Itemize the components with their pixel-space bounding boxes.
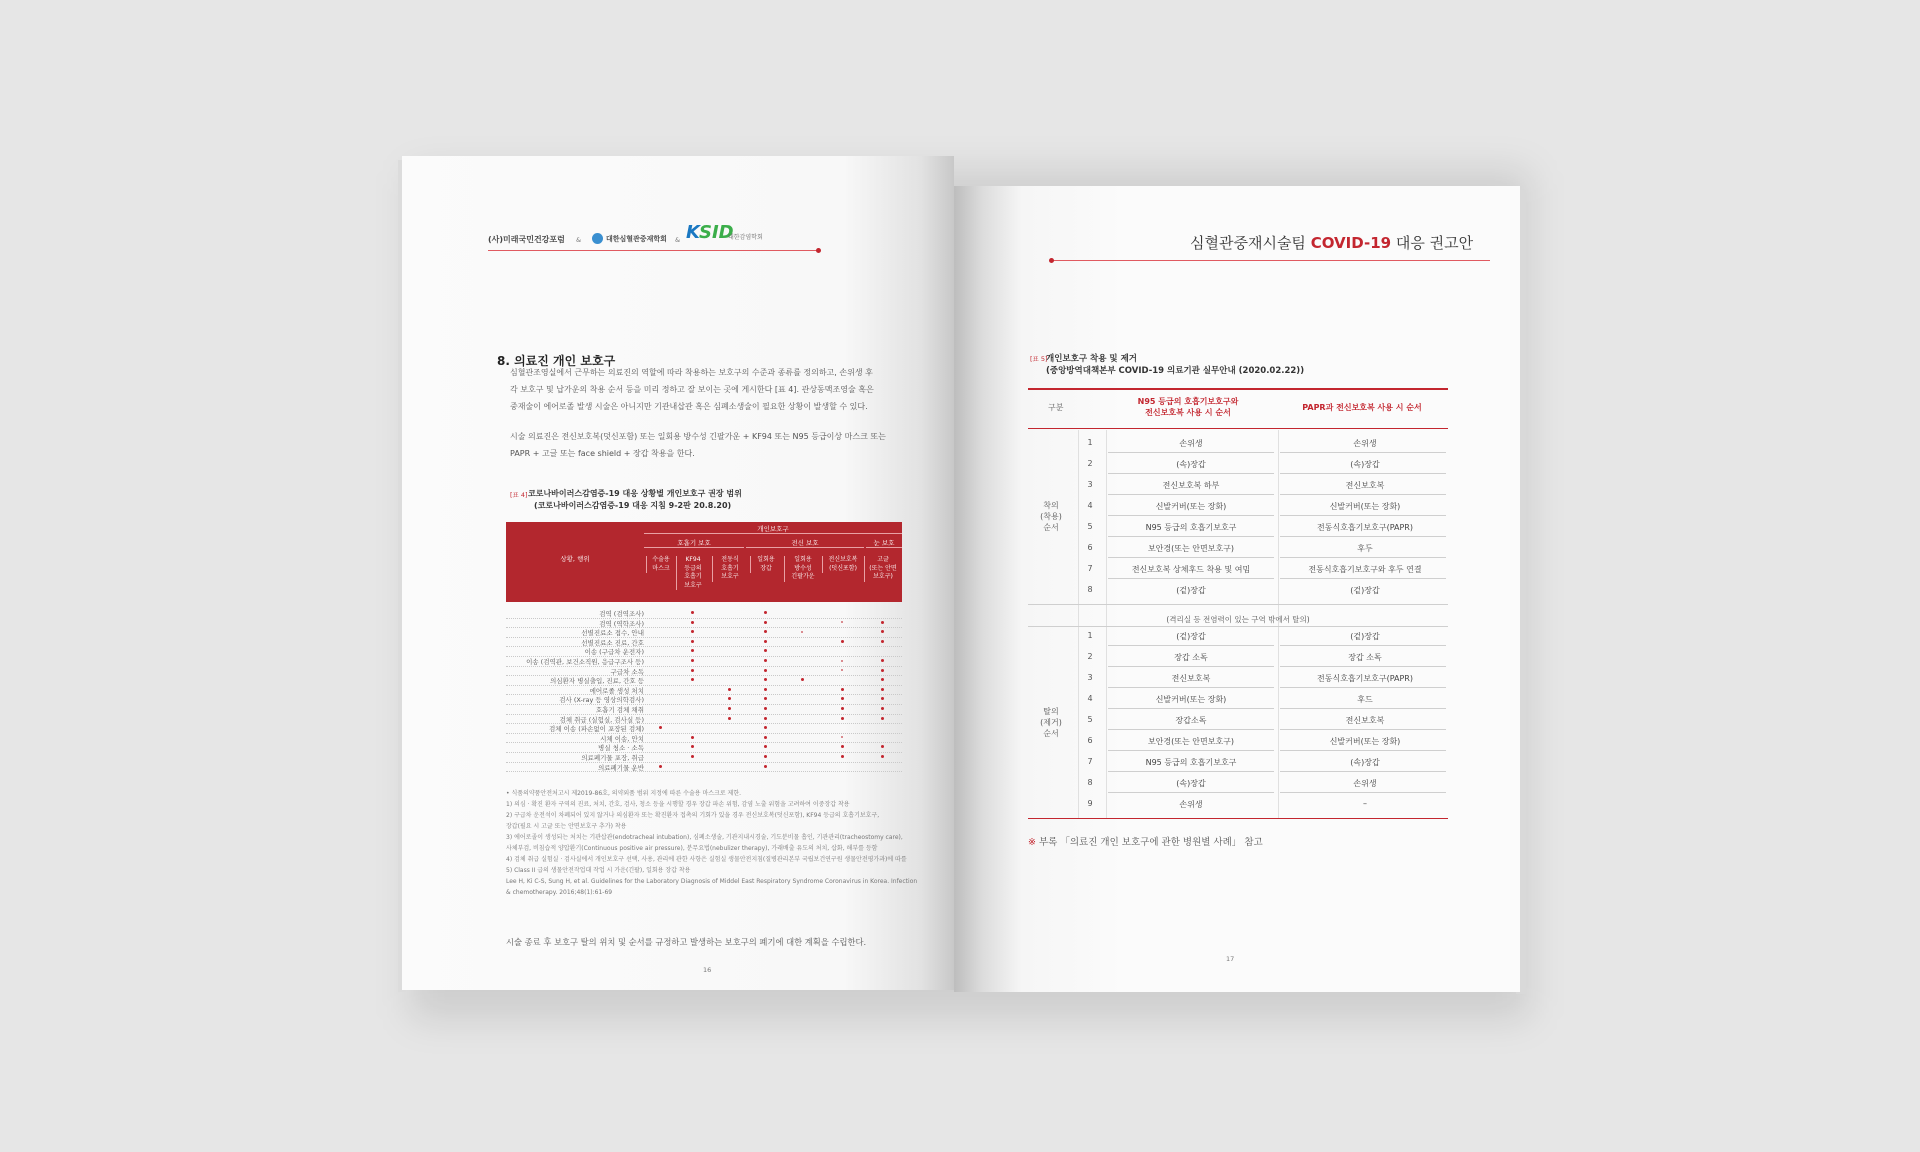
table5-row-divider <box>1108 473 1274 474</box>
table5-n95-step: N95 등급의 호흡기보호구 <box>1145 523 1237 532</box>
table5-row-divider <box>1280 750 1446 751</box>
table5-papr-step: 신발커버(또는 장화) <box>1329 737 1401 746</box>
ksid-logo-sid: SID <box>699 222 734 243</box>
table5-n95-step: 신발커버(또는 장화) <box>1155 695 1227 704</box>
ppe-dot-marker <box>841 669 843 671</box>
table5-row-divider <box>1108 515 1274 516</box>
table4-row-label: 검역 (역학조사) <box>599 619 644 628</box>
table4-row-label: 시체 이송, 안치 <box>600 734 644 743</box>
ampersand-1: & <box>576 236 582 244</box>
ksid-logo-k: K <box>686 222 700 243</box>
header-rule-left <box>488 250 818 251</box>
table5-step-number: 4 <box>1087 501 1093 510</box>
para1-line-1: 심혈관조영실에서 근무하는 의료진의 역할에 따라 착용하는 보호구의 수준과 종류를 정의하고, 손위생 후 <box>510 368 873 377</box>
header-rule-dot <box>816 248 821 253</box>
table4-head-situation: 상황, 행위 <box>506 554 644 563</box>
table5-n95-step: (겉)장갑 <box>1176 586 1206 595</box>
ppe-dot-marker <box>764 688 767 691</box>
table5-subtitle: (중앙방역대책본부 COVID-19 의료기관 실무안내 (2020.02.22)) <box>1046 366 1305 376</box>
table5-row-divider <box>1108 557 1274 558</box>
table5-papr-step: 신발커버(또는 장화) <box>1329 502 1401 511</box>
table5-row-divider <box>1280 708 1446 709</box>
ppe-dot-marker <box>841 697 844 700</box>
table4-row-label: 검역 (검역조사) <box>599 610 644 618</box>
table4-notes <box>506 788 917 898</box>
table5-step-number: 3 <box>1087 673 1093 682</box>
ppe-dot-marker <box>801 678 804 681</box>
table5-mid-rule-2 <box>1028 626 1448 627</box>
table5-step-number: 5 <box>1087 522 1093 531</box>
ppe-dot-marker <box>764 755 767 758</box>
table5-row-divider <box>1280 578 1446 579</box>
table5-n95-step: 장갑소독 <box>1175 716 1207 725</box>
right-title-post: 대응 권고안 <box>1391 234 1474 252</box>
ampersand-2: & <box>675 236 681 244</box>
ppe-dot-marker <box>841 736 843 738</box>
table4-row-label: 검체 취급 (실험실, 검사실 등) <box>559 715 644 724</box>
ppe-dot-marker <box>659 765 662 768</box>
ppe-dot-marker <box>841 755 844 758</box>
ppe-dot-marker <box>841 688 844 691</box>
table5-row-divider <box>1108 708 1274 709</box>
table4-col-header-2: KF94 등급의 호흡기 보호구 <box>676 556 709 590</box>
header-rule-right <box>1052 260 1490 261</box>
table5-head-rule <box>1028 428 1448 429</box>
table4-head-ppe: 개인보호구 <box>644 524 902 534</box>
ppe-dot-marker <box>764 669 767 672</box>
table5-n95-step: 손위생 <box>1179 439 1203 448</box>
table4-row-label: 에어로졸 생성 처치 <box>589 686 644 695</box>
ppe-dot-marker <box>841 660 843 662</box>
table5-n95-step: 전신보호복 상체후드 착용 및 여밈 <box>1131 565 1251 574</box>
table4-row-label: 의료폐기물 운반 <box>597 763 644 772</box>
table5-col-n95: N95 등급의 호흡기보호구와 전신보호복 사용 시 순서 <box>1137 397 1239 417</box>
page-number-right: 17 <box>1226 955 1235 963</box>
table4-note-line: 4) 검체 취급 실험실 · 검사실에서 개인보호구 선택, 사용, 관리에 관한 사항은 실험실 생물안전지침(질병관리본부 국립보건연구원 생물안전평가과)에 따를 <box>506 856 907 863</box>
table5-n95-step: 보안경(또는 안면보호구) <box>1147 544 1235 553</box>
table5-n95-step: 손위생 <box>1179 800 1203 809</box>
ppe-dot-marker <box>881 630 884 633</box>
table5-n95-step: 전신보호복 하부 <box>1162 481 1220 490</box>
ppe-dot-marker <box>764 640 767 643</box>
table4-tag: [표 4] <box>510 491 528 499</box>
footnote-mark: ※ <box>1028 837 1036 848</box>
table4-note-line: & chemotherapy. 2016;48(1):61-69 <box>506 889 613 896</box>
table5-row-divider <box>1108 578 1274 579</box>
table4-row-label: 이송 (검역관, 보건소직원, 응급구조사 등) <box>526 658 644 666</box>
table5-row-divider <box>1108 452 1274 453</box>
table4-col-header-1: 수술용 마스크 <box>646 556 675 573</box>
table5-tag: [표 5] <box>1030 355 1048 363</box>
table4-col-header-7: 고글 (또는 안면 보호구) <box>864 556 901 582</box>
table5-papr-step: 전동식호흡기보호구(PAPR) <box>1317 674 1413 683</box>
ppe-dot-marker <box>764 659 767 662</box>
table4-row-label: 병실 청소 · 소독 <box>598 744 644 753</box>
ppe-dot-marker <box>691 678 694 681</box>
table4-row-label: 의료폐기물 포장, 취급 <box>581 754 644 762</box>
ppe-dot-marker <box>764 726 767 729</box>
table5-row-divider <box>1280 473 1446 474</box>
table5-row-divider <box>1108 729 1274 730</box>
table4-row-label: 구급차 소독 <box>610 667 644 676</box>
table5-papr-step: 전신보호복 <box>1345 716 1385 725</box>
table5-bottom-rule <box>1028 818 1448 819</box>
table4-group-eye: 눈 보호 <box>866 538 902 548</box>
table5-row-divider <box>1108 687 1274 688</box>
ppe-dot-marker <box>659 726 662 729</box>
table5-n95-step: (속)장갑 <box>1176 779 1206 788</box>
ppe-dot-marker <box>764 745 767 748</box>
table5-row-divider <box>1108 771 1274 772</box>
table5-col-papr: PAPR과 전신보호복 사용 시 순서 <box>1302 403 1422 412</box>
ppe-dot-marker <box>841 640 844 643</box>
table5-step-number: 4 <box>1087 694 1093 703</box>
table5-papr-step: 손위생 <box>1353 779 1377 788</box>
ppe-dot-marker <box>691 611 694 614</box>
paragraph-2 <box>510 428 886 462</box>
table4-row-label: 선별진료소 접수, 안내 <box>581 629 644 638</box>
table4-group-resp: 호흡기 보호 <box>644 538 744 548</box>
table5-papr-step: – <box>1363 799 1367 808</box>
table5-top-rule <box>1028 388 1448 390</box>
ppe-dot-marker <box>841 717 844 720</box>
table5-row-divider <box>1108 645 1274 646</box>
ppe-dot-marker <box>841 621 843 623</box>
table5-step-number: 1 <box>1087 438 1093 447</box>
logo-future-health-forum: (사)미래국민건강포럼 <box>488 235 565 244</box>
table5-papr-step: (속)장갑 <box>1350 758 1380 767</box>
right-title-covid: COVID-19 <box>1310 234 1392 252</box>
ppe-dot-marker <box>764 717 767 720</box>
table4-note-line: 5) Class II 급의 생물안전작업대 작업 시 가운(긴팔), 일회용 장갑 착용 <box>506 867 691 874</box>
ppe-dot-marker <box>841 745 844 748</box>
ppe-dot-marker <box>691 640 694 643</box>
table5-step-number: 7 <box>1087 757 1093 766</box>
table5-n95-step: (속)장갑 <box>1176 460 1206 469</box>
table5-don-label: 착의 (착용) 순서 <box>1040 501 1062 532</box>
table5-step-number: 2 <box>1087 459 1093 468</box>
section-title: 8. 의료진 개인 보호구 <box>497 354 616 368</box>
table5-doff-label: 탈의 (제거) 순서 <box>1040 707 1062 738</box>
ppe-dot-marker <box>764 678 767 681</box>
table5-row-divider <box>1280 771 1446 772</box>
table5-n95-step: 장갑 소독 <box>1174 653 1208 662</box>
table4-note-line: 사체부검, 비침습적 양압환기(Continuous positive air pressure), 분무요법(nebulizer therapy), 가래배출 유도의 처치, 삽화, 해부를 등함 <box>506 845 878 852</box>
table5-row-divider <box>1280 515 1446 516</box>
table4-row-label: 의심환자 병실출입, 진료, 간호 등 <box>549 677 644 686</box>
heart-icon <box>592 233 603 244</box>
table4-row-label: 검체 이송 (파손없이 포장된 검체) <box>549 725 644 734</box>
table4-row-label: 선별진료소 진료, 간호 <box>581 638 644 647</box>
table5-col-category: 구분 <box>1048 403 1064 412</box>
ppe-dot-marker <box>728 707 731 710</box>
ppe-dot-marker <box>764 611 767 614</box>
table5-papr-step: 전동식호흡기보호구(PAPR) <box>1317 523 1413 532</box>
table5-step-number: 6 <box>1087 543 1093 552</box>
para1-line-3: 중재술이 에어로졸 발생 시술은 아니지만 기관내삽관 혹은 심폐소생술이 필요한 상황이 발생할 수 있다. <box>510 402 868 411</box>
ppe-dot-marker <box>764 697 767 700</box>
ppe-dot-marker <box>691 621 694 624</box>
ppe-dot-marker <box>801 631 803 633</box>
header-rule-dot-right <box>1049 258 1054 263</box>
table5-n95-step: N95 등급의 호흡기보호구 <box>1145 758 1237 767</box>
ppe-dot-marker <box>764 765 767 768</box>
table5-papr-step: (속)장갑 <box>1350 460 1380 469</box>
table5-row-divider <box>1108 792 1274 793</box>
ppe-dot-marker <box>691 745 694 748</box>
table5-step-number: 9 <box>1087 799 1093 808</box>
table5-papr-step: (겉)장갑 <box>1350 586 1380 595</box>
table5-step-number: 5 <box>1087 715 1093 724</box>
table5-papr-step: 장갑 소독 <box>1348 653 1382 662</box>
table5-step-number: 1 <box>1087 631 1093 640</box>
table4-title: 코로나바이러스감염증-19 대응 상황별 개인보호구 권장 범위 <box>528 489 742 498</box>
ppe-dot-marker <box>691 659 694 662</box>
table4-row-label: 호흡기 검체 채취 <box>595 706 644 714</box>
ppe-dot-marker <box>764 736 767 739</box>
table5-title: 개인보호구 착용 및 제거 <box>1046 354 1137 364</box>
table5-mid-rule <box>1028 604 1448 605</box>
ppe-dot-marker <box>881 755 884 758</box>
ppe-dot-marker <box>881 707 884 710</box>
table4-note-line: Lee H, Ki C-S, Sung H, et al. Guidelines for the Laboratory Diagnosis of Middel East Respiratory Syndrome Coronavirus in Korea. Infection <box>506 878 918 885</box>
table5-step-number: 8 <box>1087 778 1093 787</box>
table5-row-divider <box>1280 494 1446 495</box>
table4-note-line: 3) 에어로졸이 생성되는 처치는 기관삽관(endotracheal intubation), 심폐소생술, 기관지내시경술, 기도분비물 흡인, 기관관리(tracheostomy care), <box>506 834 903 841</box>
right-header-title <box>1190 232 1473 253</box>
ppe-dot-marker <box>728 688 731 691</box>
ppe-dot-marker <box>881 678 884 681</box>
table5-n95-step: 신발커버(또는 장화) <box>1155 502 1227 511</box>
ppe-dot-marker <box>764 707 767 710</box>
table5-row-divider <box>1280 687 1446 688</box>
ppe-dot-marker <box>881 688 884 691</box>
table5-step-number: 3 <box>1087 480 1093 489</box>
table5-papr-step: 전동식호흡기보호구와 후두 연결 <box>1308 565 1422 574</box>
table5-row-divider <box>1108 666 1274 667</box>
ppe-dot-marker <box>841 707 844 710</box>
page-number-left: 16 <box>703 966 712 974</box>
table4-note-line: • 식품의약품안전처고시 제2019-86호, 의약외품 범위 지정에 따른 수술용 마스크로 제한. <box>506 790 742 797</box>
table5-row-divider <box>1280 536 1446 537</box>
table4-row-label: 검사 (X-ray 등 영상의학검사) <box>559 696 644 705</box>
logo-ksid-text: 대한감염학회 <box>728 234 763 241</box>
table5-step-number: 7 <box>1087 564 1093 573</box>
table5-n95-step: 보안경(또는 안면보호구) <box>1147 737 1235 746</box>
table5-row-divider <box>1108 494 1274 495</box>
table5-row-divider <box>1280 666 1446 667</box>
right-title-pre: 심혈관중재시술팀 <box>1190 234 1311 252</box>
ppe-dot-marker <box>691 630 694 633</box>
table4-note-line: 2) 구급차 운전석이 차폐되어 있지 않거나 의심환자 또는 확진환자 접촉의 기회가 있을 경우 전신보호복(덧신포함), KF94 등급의 호흡기보호구, <box>506 812 880 819</box>
table5-step-number: 2 <box>1087 652 1093 661</box>
para2-line-1: 시술 의료진은 전신보호복(덧신포함) 또는 일회용 방수성 긴팔가운 + KF94 또는 N95 등급이상 마스크 또는 <box>510 432 886 441</box>
table5-n95-step: 전신보호복 <box>1171 674 1211 683</box>
table5-row-divider <box>1108 750 1274 751</box>
table4-note-line: 1) 의심 · 확진 환자 구역의 진료, 처치, 간호, 검사, 청소 등을 시행할 경우 장갑 파손 위험, 감염 노출 위험을 고려하여 이중장갑 착용 <box>506 801 850 808</box>
table4-row-label: 이송 (구급차 운전자) <box>584 648 644 657</box>
ppe-dot-marker <box>691 736 694 739</box>
ppe-dot-marker <box>881 640 884 643</box>
para1-line-2: 각 보호구 및 납가운의 착용 순서 등을 미리 정하고 잘 보이는 곳에 게시한다 [표 4]. 관상동맥조영술 혹은 <box>510 385 874 394</box>
table5-papr-step: (겉)장갑 <box>1350 632 1380 641</box>
ppe-dot-marker <box>691 755 694 758</box>
table5-row-divider <box>1280 557 1446 558</box>
table4-subtitle: (코로나바이러스감염증-19 대응 지침 9-2판 20.8.20) <box>534 501 732 510</box>
table5-step-number: 6 <box>1087 736 1093 745</box>
paragraph-1 <box>510 364 874 415</box>
table5-row-divider <box>1280 792 1446 793</box>
table4-col-header-4: 일회용 장갑 <box>750 556 781 573</box>
ppe-dot-marker <box>881 717 884 720</box>
ppe-dot-marker <box>691 669 694 672</box>
table5-row-divider <box>1108 536 1274 537</box>
table4-col-header-6: 전신보호복 (덧신포함) <box>822 556 863 573</box>
table5-row-divider <box>1280 645 1446 646</box>
ppe-dot-marker <box>728 697 731 700</box>
ppe-dot-marker <box>728 717 731 720</box>
ppe-dot-marker <box>764 621 767 624</box>
table5-papr-step: 후두 <box>1357 544 1373 553</box>
ppe-dot-marker <box>764 630 767 633</box>
para2-line-2: PAPR + 고글 또는 face shield + 장갑 착용을 한다. <box>510 449 695 458</box>
table5-row-divider <box>1280 729 1446 730</box>
table-row <box>506 762 902 773</box>
table5-papr-step: 후드 <box>1357 695 1373 704</box>
ppe-dot-marker <box>764 649 767 652</box>
ppe-dot-marker <box>881 621 884 624</box>
table5-papr-step: 전신보호복 <box>1345 481 1385 490</box>
footnote-text: 부록 「의료진 개인 보호구에 관한 병원별 사례」 참고 <box>1039 837 1263 848</box>
table5-row-divider <box>1280 452 1446 453</box>
ppe-dot-marker <box>881 697 884 700</box>
table5-step-number: 8 <box>1087 585 1093 594</box>
logo-kscvi: 대한심혈관중재학회 <box>606 235 667 243</box>
table4-col-header-5: 일회용 방수성 긴팔가운 <box>784 556 821 582</box>
table4-group-body: 전신 보호 <box>746 538 864 548</box>
ppe-dot-marker <box>691 649 694 652</box>
ppe-dot-marker <box>881 659 884 662</box>
table4-col-header-3: 전동식 호흡기 보호구 <box>712 556 747 582</box>
ppe-dot-marker <box>881 669 884 672</box>
footnote <box>1028 834 1263 848</box>
table4-note-line: 장갑(필요 시 고글 또는 안면보호구 추가) 착용 <box>506 823 627 830</box>
ppe-dot-marker <box>881 745 884 748</box>
table5-papr-step: 손위생 <box>1353 439 1377 448</box>
table5-n95-step: (겉)장갑 <box>1176 632 1206 641</box>
table5-mid-note: (격리실 등 전염력이 있는 구역 밖에서 탈의) <box>1166 615 1310 624</box>
closing-text: 시술 종료 후 보호구 탈의 위치 및 순서를 규정하고 발생하는 보호구의 폐기에 대한 계획을 수립한다. <box>506 937 867 947</box>
